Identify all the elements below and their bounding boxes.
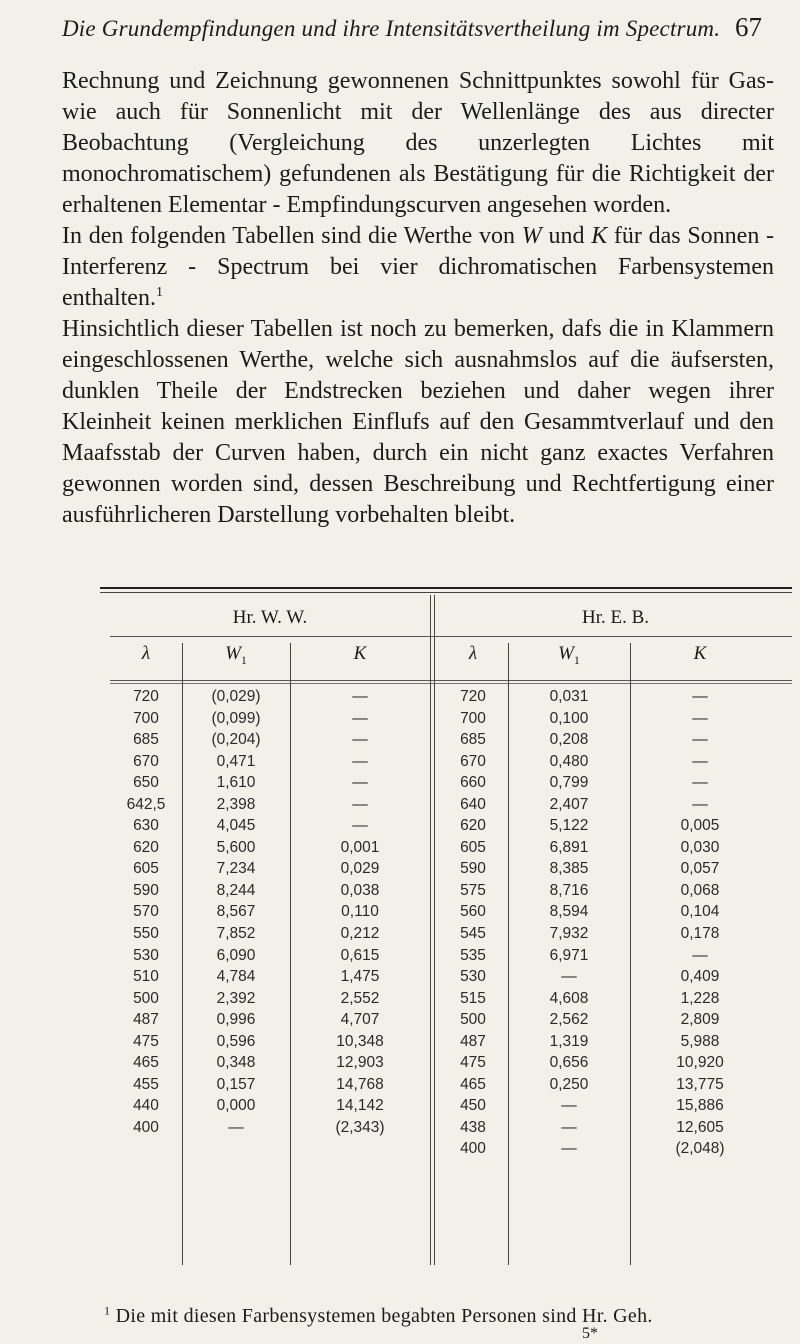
table-row bbox=[58, 837, 798, 859]
col-w-2 bbox=[508, 643, 630, 668]
table-cell: 1,319 bbox=[549, 1032, 589, 1050]
table-cell: 0,100 bbox=[549, 709, 589, 727]
table-cell: 0,104 bbox=[680, 903, 720, 921]
table-cell: 560 bbox=[460, 903, 486, 921]
table-cell: — bbox=[692, 688, 708, 705]
table-cell: 2,392 bbox=[216, 989, 256, 1007]
table-cell: — bbox=[692, 946, 708, 964]
table-cell: 5,600 bbox=[216, 838, 256, 856]
table-cell: — bbox=[352, 817, 368, 835]
table-cell: 8,567 bbox=[216, 903, 256, 921]
table-cell: 0,110 bbox=[341, 903, 379, 921]
table-cell: 0,615 bbox=[340, 946, 380, 964]
table-cell: (2,343) bbox=[335, 1118, 385, 1136]
table-cell: 670 bbox=[460, 752, 486, 770]
table-cell: 0,001 bbox=[340, 838, 380, 856]
table-cell: 6,891 bbox=[549, 838, 589, 856]
table-cell: 0,596 bbox=[216, 1032, 256, 1050]
table-top-rule bbox=[100, 587, 792, 589]
table-cell: 1,610 bbox=[216, 774, 256, 792]
table-cell: 605 bbox=[133, 860, 159, 878]
signature-mark: 5* bbox=[582, 1325, 598, 1342]
table-cell: — bbox=[352, 774, 368, 792]
table-cell: 4,784 bbox=[216, 968, 256, 986]
table-cell: 510 bbox=[133, 968, 159, 986]
table-row bbox=[58, 815, 798, 837]
table-cell: — bbox=[692, 731, 708, 749]
col-w-1-sub: 1 bbox=[240, 652, 247, 667]
running-title: Die Grundempfindungen und ihre Intensitätsvertheilung im Spectrum. bbox=[62, 16, 721, 41]
table-cell: 700 bbox=[133, 709, 159, 727]
table-cell: 15,886 bbox=[676, 1097, 724, 1115]
table-cell: 8,244 bbox=[216, 881, 256, 899]
table-cell: 0,471 bbox=[216, 752, 256, 770]
table-cell: — bbox=[352, 688, 368, 705]
page-number: 67 bbox=[735, 12, 762, 42]
table-cell: 487 bbox=[460, 1032, 486, 1050]
table-row bbox=[58, 1031, 798, 1053]
table-cell: 400 bbox=[460, 1140, 486, 1158]
table-row bbox=[58, 880, 798, 902]
symbol-k: K bbox=[591, 223, 608, 249]
table-row bbox=[58, 988, 798, 1010]
table-cell: — bbox=[561, 968, 577, 986]
table-cell: 0,656 bbox=[549, 1054, 589, 1072]
table-cell: 0,005 bbox=[680, 817, 720, 835]
table-cell: — bbox=[692, 752, 708, 770]
table-cell: 10,348 bbox=[336, 1032, 384, 1050]
paragraph-1: Rechnung und Zeichnung gewonnenen Schnittpunktes sowohl für Gas- wie auch für Sonnenlicht mit der Wellenlänge des aus directer Beobachtung (Vergleichung des unzerlegten Lichtes mit monochromatischem) gefundenen als Bestätigung für die Richtigkeit der erhaltenen Elementar - Empfindungscurven angesehen worden. bbox=[62, 68, 774, 218]
table-cell: 4,707 bbox=[340, 1011, 380, 1029]
table-cell: (2,048) bbox=[675, 1140, 725, 1158]
table-cell: 590 bbox=[460, 860, 486, 878]
table-row bbox=[58, 1095, 798, 1117]
table-cell: — bbox=[228, 1118, 244, 1136]
header-rule-2 bbox=[110, 683, 792, 684]
table-cell: 7,932 bbox=[549, 925, 589, 943]
symbol-w: W bbox=[521, 223, 542, 249]
paragraph-2-text-b: und bbox=[541, 223, 592, 249]
table-row bbox=[58, 858, 798, 880]
table-cell: — bbox=[352, 709, 368, 727]
col-k-2: K bbox=[693, 643, 707, 664]
table-cell: 14,768 bbox=[336, 1075, 384, 1093]
paragraph-2-text-c: für das Sonnen - Interferenz - Spectrum bei vier dichromatischen Farbensystemen enthalten. bbox=[62, 223, 775, 311]
table-cell: 2,809 bbox=[680, 1011, 720, 1029]
table-row bbox=[58, 1052, 798, 1074]
table-row bbox=[58, 1009, 798, 1031]
table-cell: 620 bbox=[460, 817, 486, 835]
paragraph-2-text-a: In den folgenden Tabellen sind die Werthe von bbox=[62, 223, 522, 249]
table-row bbox=[58, 686, 798, 708]
table-row bbox=[58, 729, 798, 751]
table-cell: 650 bbox=[133, 774, 159, 792]
col-w-1 bbox=[182, 643, 290, 668]
table-cell: 2,407 bbox=[549, 795, 589, 813]
table-cell: 455 bbox=[133, 1075, 159, 1093]
table-cell: 720 bbox=[460, 688, 486, 705]
table-cell: 2,562 bbox=[549, 1011, 589, 1029]
table-cell: 4,045 bbox=[216, 817, 256, 835]
table-cell: 440 bbox=[133, 1097, 159, 1115]
table-top-rule-2 bbox=[100, 592, 792, 593]
paragraph-2 bbox=[62, 221, 774, 314]
table-cell: 0,068 bbox=[680, 881, 720, 899]
table-row bbox=[58, 772, 798, 794]
col-w-2-sub: 1 bbox=[573, 652, 580, 667]
table-cell: 7,234 bbox=[216, 860, 256, 878]
table-cell: 400 bbox=[133, 1118, 159, 1136]
table-cell: 1,228 bbox=[680, 989, 720, 1007]
table-cell: — bbox=[692, 709, 708, 727]
table-row bbox=[58, 1074, 798, 1096]
table-row bbox=[58, 1138, 798, 1160]
body-text bbox=[62, 66, 774, 531]
group-header-eb: Hr. E. B. bbox=[581, 607, 650, 628]
table-cell: — bbox=[692, 795, 708, 813]
table-cell: 0,157 bbox=[216, 1075, 256, 1093]
table-row bbox=[58, 708, 798, 730]
table-cell: 530 bbox=[133, 946, 159, 964]
table-cell: 5,122 bbox=[549, 817, 589, 835]
table-cell: 570 bbox=[133, 903, 159, 921]
table-cell: 0,799 bbox=[549, 774, 589, 792]
table-cell: 0,480 bbox=[549, 752, 589, 770]
table-cell: — bbox=[561, 1140, 577, 1158]
group-header-rule bbox=[110, 636, 792, 637]
footnote bbox=[104, 1305, 653, 1328]
table-cell: 605 bbox=[460, 838, 486, 856]
table-cell: — bbox=[561, 1097, 577, 1115]
table-cell: 0,057 bbox=[680, 860, 720, 878]
table-cell: 10,920 bbox=[676, 1054, 724, 1072]
table-cell: 0,212 bbox=[340, 925, 380, 943]
table-cell: 642,5 bbox=[126, 795, 166, 813]
table-cell: 7,852 bbox=[216, 925, 256, 943]
col-lambda-2: λ bbox=[468, 643, 478, 664]
table-cell: 685 bbox=[460, 731, 486, 749]
table-row bbox=[58, 945, 798, 967]
table-body bbox=[58, 686, 798, 1160]
table-cell: 0,250 bbox=[549, 1075, 589, 1093]
table-cell: 8,716 bbox=[549, 881, 589, 899]
table-cell: 515 bbox=[460, 989, 486, 1007]
table-cell: 12,605 bbox=[676, 1118, 724, 1136]
table-cell: 4,608 bbox=[549, 989, 589, 1007]
table-cell: 8,385 bbox=[549, 860, 589, 878]
table-row bbox=[58, 1117, 798, 1139]
table-cell: 450 bbox=[460, 1097, 486, 1115]
table-cell: 6,971 bbox=[549, 946, 589, 964]
footnote-text: Die mit diesen Farbensystemen begabten Personen sind Hr. Geh. bbox=[115, 1305, 653, 1327]
col-w-1-label: W bbox=[225, 643, 241, 664]
table-cell: 487 bbox=[133, 1011, 159, 1029]
table-cell: 500 bbox=[133, 989, 159, 1007]
table-cell: 630 bbox=[133, 817, 159, 835]
table-cell: 12,903 bbox=[336, 1054, 384, 1072]
table-cell: 0,996 bbox=[216, 1011, 256, 1029]
table-row bbox=[58, 794, 798, 816]
table-cell: (0,204) bbox=[211, 731, 261, 749]
table-cell: 0,029 bbox=[340, 860, 380, 878]
table-cell: 0,208 bbox=[549, 731, 589, 749]
table-cell: 475 bbox=[133, 1032, 159, 1050]
table-cell: — bbox=[561, 1118, 577, 1136]
table-row bbox=[58, 966, 798, 988]
table-cell: 700 bbox=[460, 709, 486, 727]
table-cell: 0,038 bbox=[340, 881, 380, 899]
paragraph-3: Hinsichtlich dieser Tabellen ist noch zu bemerken, dafs die in Klammern eingeschlossenen Werthe, welche sich ausnahmslos auf die äufsersten, dunklen Theile der Endstrecken beziehen und daher wegen ihrer Kleinheit keinen merklichen Einflufs auf den Gesammtverlauf und den Maafsstab der Curven haben, durch ein nicht ganz exactes Verfahren gewonnen worden sind, dessen Beschreibung und Rechtfertigung einer ausführlicheren Darstellung vorbehalten bleibt. bbox=[62, 316, 774, 528]
table-cell: 545 bbox=[460, 925, 486, 943]
table-cell: 0,000 bbox=[216, 1097, 256, 1115]
table-cell: 620 bbox=[133, 838, 159, 856]
table-cell: 14,142 bbox=[336, 1097, 384, 1115]
table-cell: 685 bbox=[133, 731, 159, 749]
table-cell: 500 bbox=[460, 1011, 486, 1029]
table-cell: — bbox=[352, 731, 368, 749]
table-cell: — bbox=[352, 752, 368, 770]
table-cell: 465 bbox=[460, 1075, 486, 1093]
table-cell: 660 bbox=[460, 774, 486, 792]
table-row bbox=[58, 901, 798, 923]
table-cell: 670 bbox=[133, 752, 159, 770]
table-cell: 8,594 bbox=[549, 903, 589, 921]
table-cell: 550 bbox=[133, 925, 159, 943]
footnote-ref: 1 bbox=[155, 285, 163, 300]
table-cell: (0,029) bbox=[211, 688, 261, 705]
table-row bbox=[58, 751, 798, 773]
table-cell: 465 bbox=[133, 1054, 159, 1072]
table-cell: — bbox=[352, 795, 368, 813]
table-cell: 438 bbox=[460, 1118, 486, 1136]
table-cell: 5,988 bbox=[680, 1032, 720, 1050]
table-cell: 0,031 bbox=[549, 688, 589, 705]
table-cell: 720 bbox=[133, 688, 159, 705]
group-header-ww: Hr. W. W. bbox=[232, 607, 308, 628]
table-cell: 6,090 bbox=[216, 946, 256, 964]
col-k-1: K bbox=[353, 643, 367, 664]
table-cell: 0,178 bbox=[680, 925, 720, 943]
table-cell: 2,552 bbox=[340, 989, 380, 1007]
header-rule bbox=[110, 680, 792, 681]
table-cell: — bbox=[692, 774, 708, 792]
table-cell: 590 bbox=[133, 881, 159, 899]
table-cell: 0,348 bbox=[216, 1054, 256, 1072]
table-cell: (0,099) bbox=[211, 709, 261, 727]
table-cell: 0,409 bbox=[680, 968, 720, 986]
table-cell: 640 bbox=[460, 795, 486, 813]
table-cell: 1,475 bbox=[340, 968, 380, 986]
footnote-mark: 1 bbox=[104, 1303, 111, 1318]
table-cell: 575 bbox=[460, 881, 486, 899]
table-cell: 0,030 bbox=[680, 838, 720, 856]
table-cell: 535 bbox=[460, 946, 486, 964]
table-cell: 2,398 bbox=[216, 795, 256, 813]
col-w-2-label: W bbox=[558, 643, 574, 664]
table-cell: 530 bbox=[460, 968, 486, 986]
col-lambda-1: λ bbox=[141, 643, 151, 664]
table-cell: 475 bbox=[460, 1054, 486, 1072]
table-row bbox=[58, 923, 798, 945]
running-head bbox=[62, 12, 762, 52]
table-cell: 13,775 bbox=[676, 1075, 724, 1093]
